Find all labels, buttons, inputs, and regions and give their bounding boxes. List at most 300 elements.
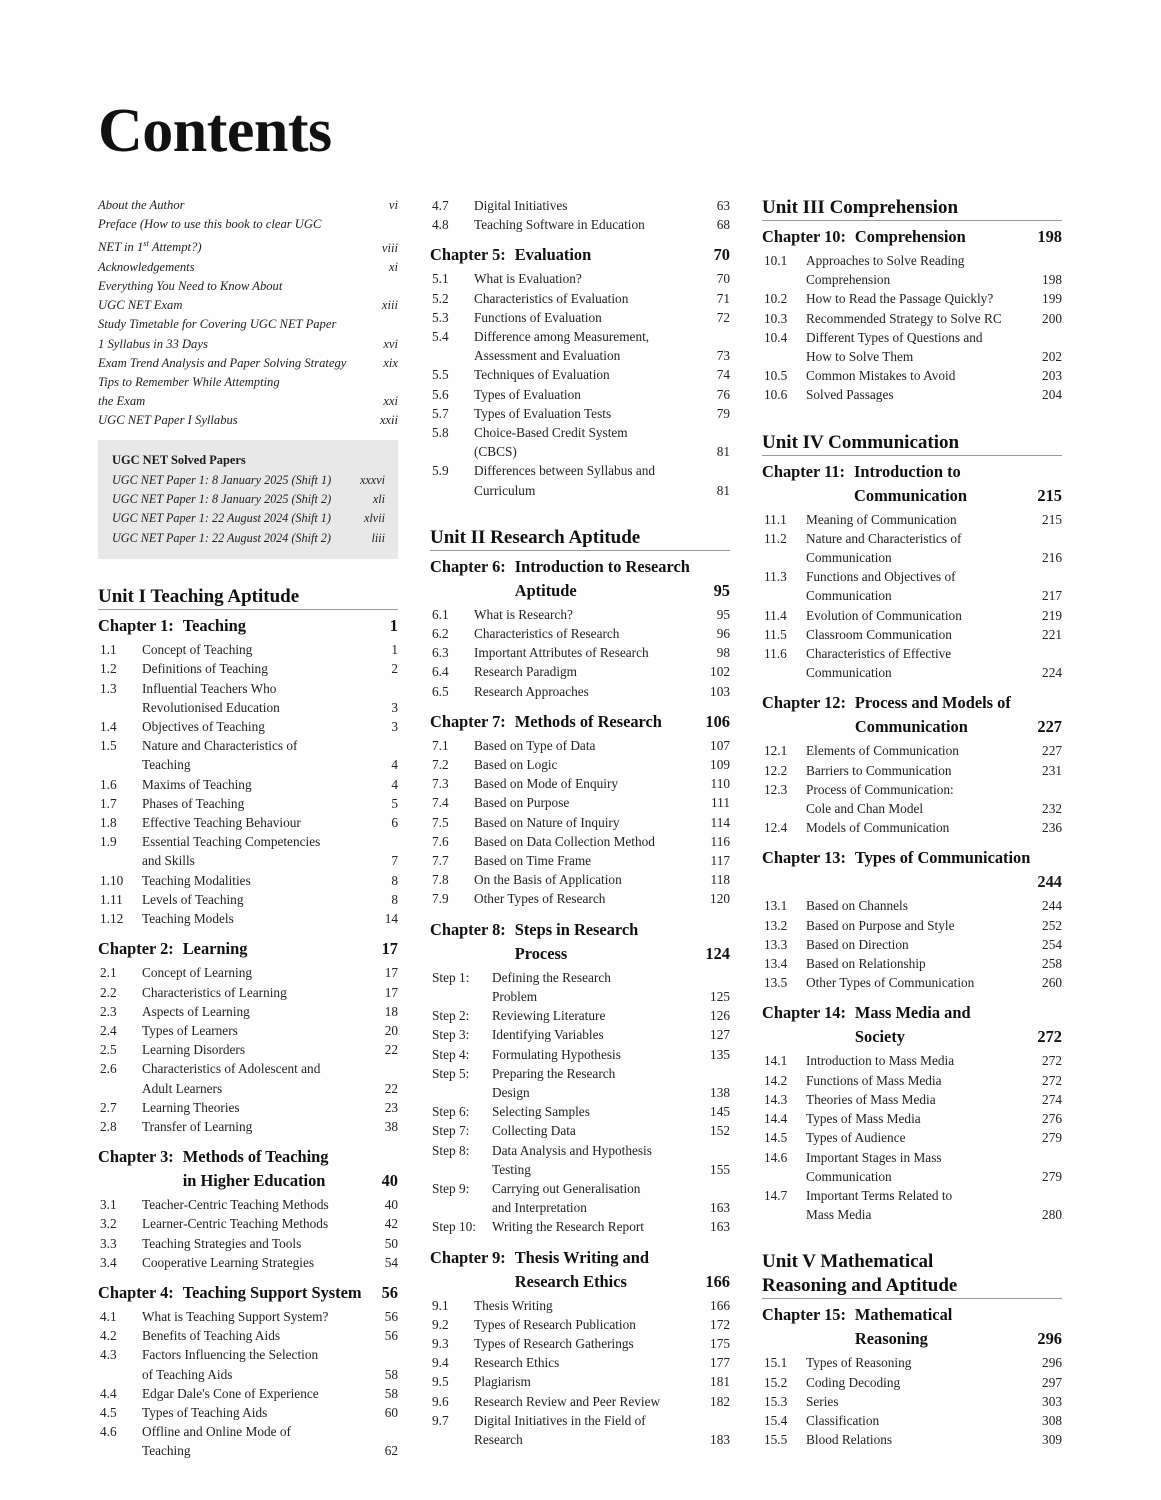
toc-entry-title bbox=[806, 625, 1032, 644]
toc-entry[interactable] bbox=[98, 775, 398, 794]
front-matter-item[interactable] bbox=[98, 258, 398, 277]
toc-entry-page: 215 bbox=[1042, 511, 1062, 527]
toc-entry[interactable] bbox=[430, 1334, 730, 1353]
toc-entry[interactable] bbox=[430, 289, 730, 308]
toc-entry[interactable] bbox=[762, 385, 1062, 404]
toc-entry-number: 10.6 bbox=[764, 387, 788, 403]
toc-entry[interactable] bbox=[762, 529, 1062, 567]
toc-entry-page: 177 bbox=[710, 1355, 730, 1371]
toc-entry[interactable] bbox=[98, 832, 398, 870]
toc-entry[interactable] bbox=[762, 251, 1062, 289]
chapter-label: Chapter 3: bbox=[98, 1147, 174, 1167]
toc-entry[interactable] bbox=[98, 1117, 398, 1136]
toc-entry[interactable] bbox=[762, 606, 1062, 625]
toc-entry-title-line1: Based on Channels bbox=[806, 898, 908, 914]
toc-entry[interactable] bbox=[430, 327, 730, 365]
toc-entry-title-line1: Teacher-Centric Teaching Methods bbox=[142, 1197, 329, 1213]
toc-entry[interactable] bbox=[430, 813, 730, 832]
column-2 bbox=[430, 196, 730, 1461]
toc-entry[interactable] bbox=[98, 1059, 398, 1097]
toc-entry-title bbox=[806, 510, 1032, 529]
toc-entry-title bbox=[806, 954, 1032, 973]
toc-entry-number: 5.3 bbox=[432, 309, 449, 325]
toc-entry[interactable] bbox=[98, 1002, 398, 1021]
toc-entry-page: 258 bbox=[1042, 956, 1062, 972]
toc-entry-number: 5.4 bbox=[432, 329, 449, 345]
solved-paper-label: UGC NET Paper 1: 8 January 2025 (Shift 2) bbox=[112, 492, 332, 507]
toc-entry-page: 114 bbox=[710, 814, 730, 830]
toc-entry-number: 2.8 bbox=[100, 1118, 117, 1134]
toc-entry-title bbox=[806, 1128, 1032, 1147]
toc-entry-number: 5.9 bbox=[432, 463, 449, 479]
chapter-title: Teaching Support System bbox=[182, 1282, 362, 1302]
toc-entry[interactable] bbox=[98, 963, 398, 982]
toc-entry-title-line1: Important Terms Related to bbox=[806, 1187, 953, 1203]
toc-entry[interactable] bbox=[98, 1422, 398, 1460]
toc-entry-title-line1: Objectives of Teaching bbox=[142, 719, 265, 735]
toc-entry-title bbox=[806, 935, 1032, 954]
unit-heading-5-line1: Unit V Mathematical bbox=[762, 1251, 934, 1273]
chapter-heading-13[interactable] bbox=[762, 846, 1062, 870]
toc-entry[interactable] bbox=[430, 605, 730, 624]
entry-list-ch14 bbox=[762, 1051, 1062, 1224]
toc-entry[interactable] bbox=[430, 1102, 730, 1121]
toc-entry-number: 5.7 bbox=[432, 405, 449, 421]
toc-entry[interactable] bbox=[98, 983, 398, 1002]
toc-entry-title-line1: Functions of Mass Media bbox=[806, 1072, 942, 1088]
toc-entry-page: 272 bbox=[1042, 1072, 1062, 1088]
toc-entry[interactable] bbox=[430, 1296, 730, 1315]
toc-entry-title-line1: Coding Decoding bbox=[806, 1374, 901, 1390]
toc-entry-title bbox=[492, 1006, 700, 1025]
front-matter-label: Acknowledgements bbox=[98, 259, 195, 274]
toc-entry[interactable] bbox=[762, 896, 1062, 915]
toc-entry-number: 3.1 bbox=[100, 1197, 117, 1213]
chapter-heading-5[interactable] bbox=[430, 243, 730, 267]
toc-entry-title-line2: Design bbox=[492, 1084, 530, 1100]
solved-papers-heading: UGC NET Solved Papers bbox=[112, 452, 246, 467]
toc-entry-page: 216 bbox=[1042, 550, 1062, 566]
toc-entry-page: 254 bbox=[1042, 936, 1062, 952]
toc-entry[interactable] bbox=[430, 736, 730, 755]
toc-entry[interactable] bbox=[98, 1021, 398, 1040]
chapter-label: Chapter 5: bbox=[430, 245, 506, 265]
toc-entry-page: 224 bbox=[1042, 665, 1062, 681]
chapter-heading-4[interactable] bbox=[98, 1281, 398, 1305]
toc-entry-title-line1: How to Read the Passage Quickly? bbox=[806, 291, 994, 307]
toc-entry[interactable] bbox=[430, 755, 730, 774]
toc-entry-title bbox=[142, 679, 368, 717]
toc-entry[interactable] bbox=[430, 308, 730, 327]
toc-entry-page: 219 bbox=[1042, 607, 1062, 623]
chapter-title bbox=[854, 460, 1028, 508]
chapter-page: 17 bbox=[381, 939, 398, 959]
toc-entry-title bbox=[142, 909, 368, 928]
toc-entry-title-line1: Barriers to Communication bbox=[806, 762, 952, 778]
toc-entry[interactable] bbox=[762, 818, 1062, 837]
toc-entry-number: 1.9 bbox=[100, 834, 117, 850]
toc-entry[interactable] bbox=[430, 624, 730, 643]
toc-entry-title-line1: Based on Logic bbox=[474, 757, 558, 773]
toc-entry-title-line1: On the Basis of Application bbox=[474, 872, 622, 888]
toc-entry-title-line1: Functions of Evaluation bbox=[474, 309, 602, 325]
toc-entry[interactable] bbox=[98, 1253, 398, 1272]
toc-entry-page: 54 bbox=[384, 1254, 398, 1270]
toc-entry[interactable] bbox=[430, 1006, 730, 1025]
toc-entry-number: Step 6: bbox=[432, 1104, 470, 1120]
chapter-heading-3[interactable] bbox=[98, 1145, 398, 1193]
toc-entry-title-line1: Teaching Models bbox=[142, 911, 234, 927]
toc-entry[interactable] bbox=[762, 916, 1062, 935]
toc-entry[interactable] bbox=[98, 1234, 398, 1253]
toc-entry[interactable] bbox=[430, 1411, 730, 1449]
toc-entry[interactable] bbox=[98, 1214, 398, 1233]
toc-entry-number: 6.5 bbox=[432, 683, 449, 699]
toc-entry[interactable] bbox=[762, 780, 1062, 818]
toc-entry-page: 79 bbox=[716, 405, 730, 421]
toc-entry[interactable] bbox=[98, 1098, 398, 1117]
toc-entry-title bbox=[806, 1373, 1032, 1392]
toc-entry[interactable] bbox=[762, 1071, 1062, 1090]
toc-entry[interactable] bbox=[98, 1307, 398, 1326]
entry-list-ch4b bbox=[430, 196, 730, 234]
toc-entry-number: 6.3 bbox=[432, 645, 449, 661]
toc-entry[interactable] bbox=[430, 643, 730, 662]
toc-entry-title-line1: Concept of Teaching bbox=[142, 642, 253, 658]
toc-entry[interactable] bbox=[762, 644, 1062, 682]
toc-entry-title-line1: Research Approaches bbox=[474, 683, 589, 699]
toc-entry-page: 183 bbox=[710, 1431, 730, 1447]
toc-entry-title bbox=[474, 774, 700, 793]
toc-entry-title bbox=[492, 1179, 700, 1217]
toc-entry-title-line1: Edgar Dale's Cone of Experience bbox=[142, 1385, 319, 1401]
toc-entry[interactable] bbox=[430, 1064, 730, 1102]
toc-entry-number: 12.3 bbox=[764, 781, 788, 797]
toc-entry-number: 1.2 bbox=[100, 661, 117, 677]
toc-entry-page: 17 bbox=[384, 984, 398, 1000]
toc-entry-title-line1: Theories of Mass Media bbox=[806, 1091, 936, 1107]
toc-entry[interactable] bbox=[430, 1121, 730, 1140]
toc-entry-title-line1: Learner-Centric Teaching Methods bbox=[142, 1216, 329, 1232]
front-matter-item[interactable] bbox=[98, 354, 398, 373]
toc-entry[interactable] bbox=[762, 1353, 1062, 1372]
chapter-page: 198 bbox=[1037, 227, 1062, 246]
toc-entry[interactable] bbox=[430, 1025, 730, 1044]
front-matter-item[interactable] bbox=[98, 215, 398, 234]
toc-entry-page: 111 bbox=[711, 795, 730, 811]
toc-entry[interactable] bbox=[762, 289, 1062, 308]
toc-entry[interactable] bbox=[98, 794, 398, 813]
toc-entry-page: 199 bbox=[1042, 291, 1062, 307]
toc-entry[interactable] bbox=[98, 813, 398, 832]
toc-entry[interactable] bbox=[430, 889, 730, 908]
chapter-heading-1[interactable] bbox=[98, 614, 398, 638]
chapter-heading-6[interactable] bbox=[430, 555, 730, 603]
toc-entry-title bbox=[806, 1186, 1032, 1224]
toc-entry[interactable] bbox=[98, 1326, 398, 1345]
toc-entry[interactable] bbox=[762, 1373, 1062, 1392]
toc-entry-page: 62 bbox=[384, 1443, 398, 1459]
toc-entry-title-line1: Types of Evaluation bbox=[474, 386, 581, 402]
toc-entry-page: 145 bbox=[710, 1104, 730, 1120]
toc-entry-title-line1: Data Analysis and Hypothesis bbox=[492, 1142, 652, 1158]
toc-entry[interactable] bbox=[430, 1179, 730, 1217]
toc-entry[interactable] bbox=[430, 662, 730, 681]
toc-entry-number: 5.6 bbox=[432, 386, 449, 402]
toc-entry[interactable] bbox=[430, 870, 730, 889]
toc-entry-number: 15.4 bbox=[764, 1412, 788, 1428]
toc-entry[interactable] bbox=[430, 832, 730, 851]
toc-entry[interactable] bbox=[430, 423, 730, 461]
toc-entry-number: 3.2 bbox=[100, 1216, 117, 1232]
chapter-heading-11[interactable] bbox=[762, 460, 1062, 508]
solved-paper-item[interactable] bbox=[112, 471, 385, 490]
toc-entry-number: 15.2 bbox=[764, 1374, 788, 1390]
toc-entry[interactable] bbox=[98, 1195, 398, 1214]
front-matter-item[interactable] bbox=[98, 373, 398, 392]
toc-entry[interactable] bbox=[762, 309, 1062, 328]
toc-entry[interactable] bbox=[430, 851, 730, 870]
toc-entry-title bbox=[806, 818, 1032, 837]
front-matter-page: xix bbox=[383, 355, 398, 370]
entry-list-ch8 bbox=[430, 968, 730, 1237]
toc-entry[interactable] bbox=[430, 1392, 730, 1411]
toc-entry-number: 7.9 bbox=[432, 891, 449, 907]
chapter-heading-9[interactable] bbox=[430, 1246, 730, 1294]
toc-entry-title bbox=[806, 644, 1032, 682]
toc-entry-title bbox=[806, 1392, 1032, 1411]
chapter-heading-10[interactable] bbox=[762, 225, 1062, 249]
toc-entry-title-line1: Maxims of Teaching bbox=[142, 776, 252, 792]
toc-entry[interactable] bbox=[430, 793, 730, 812]
toc-entry-page: 76 bbox=[716, 386, 730, 402]
toc-entry-title-line1: Series bbox=[806, 1393, 839, 1409]
toc-entry-page: 125 bbox=[710, 988, 730, 1004]
front-matter-item[interactable] bbox=[98, 296, 398, 315]
toc-entry[interactable] bbox=[430, 269, 730, 288]
toc-entry-number: 6.1 bbox=[432, 606, 449, 622]
toc-entry-page: 274 bbox=[1042, 1091, 1062, 1107]
toc-entry-title-line2: and Interpretation bbox=[492, 1200, 587, 1216]
toc-entry[interactable] bbox=[98, 1345, 398, 1383]
chapter-heading-14[interactable] bbox=[762, 1001, 1062, 1049]
toc-entry[interactable] bbox=[98, 640, 398, 659]
chapter-title-line1: Process and Models of bbox=[854, 693, 1011, 713]
toc-entry[interactable] bbox=[762, 1090, 1062, 1109]
toc-entry-title bbox=[474, 793, 700, 812]
chapter-title: Comprehension bbox=[854, 227, 966, 246]
toc-entry[interactable] bbox=[762, 1128, 1062, 1147]
toc-entry[interactable] bbox=[98, 909, 398, 928]
entry-list-ch6 bbox=[430, 605, 730, 701]
toc-entry-number: 1.5 bbox=[100, 738, 117, 754]
toc-entry-page: 70 bbox=[716, 271, 730, 287]
chapter-title: Teaching bbox=[182, 616, 246, 636]
chapter-title bbox=[515, 1246, 696, 1294]
toc-entry[interactable] bbox=[430, 461, 730, 499]
toc-entry-page: 14 bbox=[384, 911, 398, 927]
toc-entry[interactable] bbox=[430, 1141, 730, 1179]
toc-entry[interactable] bbox=[762, 366, 1062, 385]
chapter-page: 40 bbox=[381, 1171, 398, 1191]
toc-entry[interactable] bbox=[762, 741, 1062, 760]
toc-entry-title-line1: Characteristics of Adolescent and bbox=[142, 1061, 321, 1077]
toc-entry-title-line2: and Skills bbox=[142, 853, 195, 869]
toc-entry[interactable] bbox=[430, 1372, 730, 1391]
chapter-page: 106 bbox=[705, 711, 730, 731]
toc-entry[interactable] bbox=[430, 1217, 730, 1236]
toc-entry-title bbox=[474, 289, 700, 308]
chapter-label: Chapter 2: bbox=[98, 939, 174, 959]
toc-entry[interactable] bbox=[98, 1040, 398, 1059]
toc-entry-number: 5.5 bbox=[432, 367, 449, 383]
solved-paper-item[interactable] bbox=[112, 529, 385, 548]
toc-entry-number: 9.2 bbox=[432, 1316, 449, 1332]
entry-list-ch15 bbox=[762, 1353, 1062, 1449]
toc-entry[interactable] bbox=[98, 1403, 398, 1422]
toc-entry[interactable] bbox=[762, 1051, 1062, 1070]
toc-entry-title bbox=[492, 1217, 700, 1236]
toc-entry-number: 11.1 bbox=[764, 511, 787, 527]
toc-entry-title-line1: Types of Research Publication bbox=[474, 1316, 636, 1332]
toc-entry-number: 1.10 bbox=[100, 872, 124, 888]
toc-entry-title bbox=[474, 755, 700, 774]
toc-entry-page: 155 bbox=[710, 1161, 730, 1177]
toc-entry-number: 9.1 bbox=[432, 1297, 449, 1313]
front-matter-item[interactable] bbox=[98, 196, 398, 215]
front-matter-item[interactable] bbox=[98, 315, 398, 334]
toc-entry-title-line1: Benefits of Teaching Aids bbox=[142, 1328, 281, 1344]
toc-entry[interactable] bbox=[762, 1186, 1062, 1224]
toc-entry[interactable] bbox=[762, 1411, 1062, 1430]
toc-entry-page: 202 bbox=[1042, 349, 1062, 365]
toc-entry-title bbox=[806, 1148, 1032, 1186]
toc-entry-title-line1: Factors Influencing the Selection bbox=[142, 1347, 319, 1363]
chapter-label: Chapter 1: bbox=[98, 616, 174, 636]
toc-entry[interactable] bbox=[430, 774, 730, 793]
toc-entry[interactable] bbox=[98, 679, 398, 717]
toc-entry[interactable] bbox=[762, 328, 1062, 366]
solved-paper-item[interactable] bbox=[112, 509, 385, 528]
chapter-title: Types of Communication bbox=[854, 848, 1031, 868]
front-matter-item[interactable] bbox=[98, 392, 398, 411]
toc-entry[interactable] bbox=[762, 973, 1062, 992]
toc-entry-page: 95 bbox=[716, 606, 730, 622]
toc-entry-page: 244 bbox=[1042, 898, 1062, 914]
toc-entry[interactable] bbox=[762, 625, 1062, 644]
toc-entry[interactable] bbox=[762, 510, 1062, 529]
toc-entry-page: 203 bbox=[1042, 368, 1062, 384]
toc-entry[interactable] bbox=[430, 1353, 730, 1372]
toc-entry-title-line1: Collecting Data bbox=[492, 1123, 576, 1139]
toc-entry[interactable] bbox=[98, 1384, 398, 1403]
front-matter-item[interactable] bbox=[98, 234, 398, 257]
toc-entry-title-line1: Process of Communication: bbox=[806, 781, 954, 797]
column-1 bbox=[98, 196, 398, 1461]
toc-entry-number: 2.7 bbox=[100, 1099, 117, 1115]
toc-entry-page: 2 bbox=[391, 661, 398, 677]
toc-entry[interactable] bbox=[98, 871, 398, 890]
toc-entry[interactable] bbox=[430, 968, 730, 1006]
toc-entry-title bbox=[474, 1372, 700, 1391]
chapter-heading-7[interactable] bbox=[430, 710, 730, 734]
front-matter-item[interactable] bbox=[98, 277, 398, 296]
toc-entry[interactable] bbox=[98, 736, 398, 774]
toc-entry-title bbox=[142, 871, 368, 890]
toc-entry-page: 107 bbox=[710, 737, 730, 753]
toc-entry[interactable] bbox=[430, 1315, 730, 1334]
toc-entry-number: 4.7 bbox=[432, 198, 449, 213]
toc-entry-title-line1: Based on Data Collection Method bbox=[474, 833, 655, 849]
toc-entry-title-line1: Types of Audience bbox=[806, 1130, 906, 1146]
toc-entry-title-line1: Influential Teachers Who bbox=[142, 680, 277, 696]
toc-entry[interactable] bbox=[430, 196, 730, 215]
toc-entry[interactable] bbox=[430, 1045, 730, 1064]
toc-entry-title bbox=[142, 640, 368, 659]
toc-entry-page: 22 bbox=[384, 1042, 398, 1058]
chapter-heading-12[interactable] bbox=[762, 691, 1062, 739]
toc-entry-title-line1: Characteristics of Research bbox=[474, 626, 620, 642]
toc-entry-title-line1: Characteristics of Evaluation bbox=[474, 290, 629, 306]
front-matter-item[interactable] bbox=[98, 335, 398, 354]
toc-entry[interactable] bbox=[762, 1430, 1062, 1449]
toc-entry-page: 200 bbox=[1042, 310, 1062, 326]
solved-paper-page: xli bbox=[372, 492, 385, 507]
toc-entry-number: 11.5 bbox=[764, 626, 787, 642]
toc-entry-title bbox=[806, 567, 1032, 605]
toc-entry-title-line1: Common Mistakes to Avoid bbox=[806, 368, 956, 384]
toc-entry-title bbox=[806, 1071, 1032, 1090]
toc-entry-title-line1: Important Attributes of Research bbox=[474, 645, 649, 661]
toc-entry-title bbox=[142, 813, 368, 832]
chapter-title: Methods of Research bbox=[514, 711, 662, 731]
toc-entry-number: 3.4 bbox=[100, 1254, 117, 1270]
toc-entry[interactable] bbox=[98, 890, 398, 909]
chapter-heading-8[interactable] bbox=[430, 918, 730, 966]
toc-entry[interactable] bbox=[762, 567, 1062, 605]
toc-entry-title bbox=[492, 1064, 700, 1102]
toc-entry-title bbox=[474, 832, 700, 851]
toc-entry[interactable] bbox=[430, 215, 730, 234]
front-matter-item[interactable] bbox=[98, 411, 398, 430]
toc-entry[interactable] bbox=[762, 954, 1062, 973]
toc-entry-page: 102 bbox=[710, 664, 730, 680]
solved-paper-item[interactable] bbox=[112, 490, 385, 509]
toc-entry-title bbox=[474, 1353, 700, 1372]
toc-entry[interactable] bbox=[98, 659, 398, 678]
toc-entry-title bbox=[806, 896, 1032, 915]
toc-entry[interactable] bbox=[762, 1392, 1062, 1411]
toc-entry[interactable] bbox=[430, 682, 730, 701]
toc-entry-page: 74 bbox=[716, 367, 730, 383]
toc-entry[interactable] bbox=[762, 935, 1062, 954]
toc-entry-title-line1: Blood Relations bbox=[806, 1432, 893, 1448]
toc-entry[interactable] bbox=[762, 761, 1062, 780]
solved-paper-label: UGC NET Paper 1: 22 August 2024 (Shift 2) bbox=[112, 530, 331, 545]
toc-entry[interactable] bbox=[430, 365, 730, 384]
toc-entry[interactable] bbox=[430, 385, 730, 404]
toc-entry[interactable] bbox=[762, 1109, 1062, 1128]
chapter-heading-15[interactable] bbox=[762, 1303, 1062, 1351]
chapter-heading-2[interactable] bbox=[98, 937, 398, 961]
toc-entry-page: 20 bbox=[384, 1022, 398, 1038]
toc-entry[interactable] bbox=[762, 1148, 1062, 1186]
toc-entry[interactable] bbox=[430, 404, 730, 423]
front-matter-label: Preface (How to use this book to clear UGC bbox=[98, 217, 322, 232]
toc-entry[interactable] bbox=[98, 717, 398, 736]
toc-entry-number: 14.1 bbox=[764, 1053, 788, 1069]
toc-entry-title-line1: Identifying Variables bbox=[492, 1027, 604, 1043]
